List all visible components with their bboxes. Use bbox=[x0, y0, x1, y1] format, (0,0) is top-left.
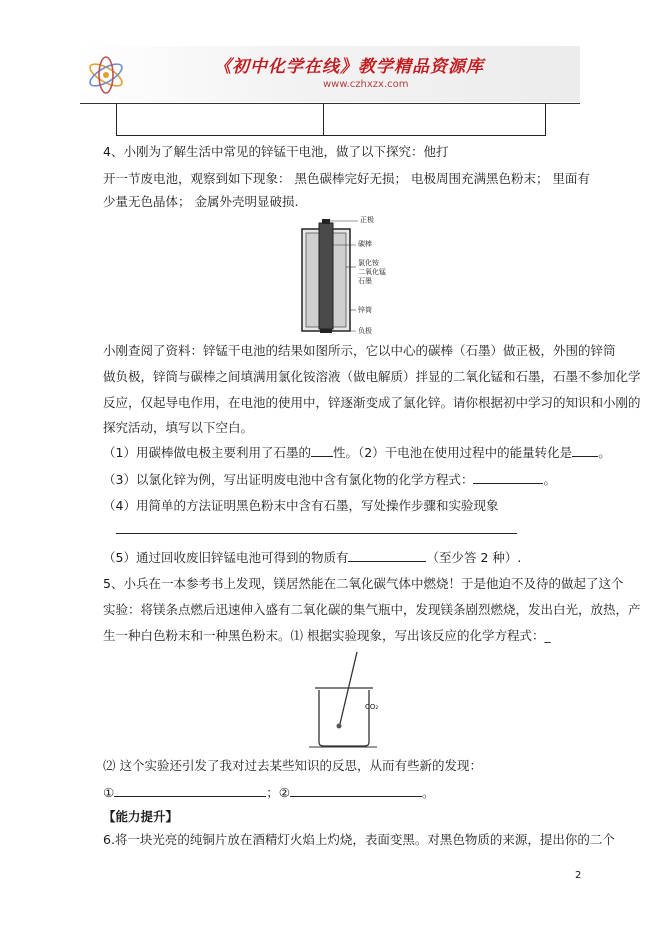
atom-logo-icon bbox=[84, 52, 128, 98]
q4-intro-1: 4、小刚为了解生活中常见的锌锰干电池，做了以下探究：他打 bbox=[103, 144, 449, 159]
section-heading: 【能力提升】 bbox=[103, 809, 179, 824]
battery-label-negative: 负极 bbox=[358, 327, 372, 335]
gas-jar-diagram bbox=[305, 650, 385, 750]
q5-line-4: ⑵ 这个实验还引发了我对过去某些知识的反思，从而有些新的发现： bbox=[103, 758, 482, 773]
table-divider bbox=[323, 103, 324, 136]
q5-ans-2-blank[interactable] bbox=[290, 783, 422, 797]
q4-intro-2: 开一节废电池，观察到如下现象： 黑色碳棒完好无损； 电极周围充满黑色粉末； 里面有 bbox=[103, 171, 590, 186]
q4-s3-blank[interactable] bbox=[473, 470, 543, 484]
battery-label-graphite: 石墨 bbox=[358, 277, 372, 285]
q5-ans-1-blank[interactable] bbox=[114, 783, 266, 797]
q4-s4-answer-line[interactable] bbox=[116, 533, 517, 534]
q4-para-4: 探究活动，填写以下空白。 bbox=[103, 420, 254, 435]
battery-label-carbon: 碳棒 bbox=[358, 240, 372, 248]
page-number: 2 bbox=[575, 870, 582, 881]
q5-ans-end: 。 bbox=[421, 785, 435, 800]
battery-label-nh4cl: 氯化铵 bbox=[358, 259, 379, 267]
q4-s5-text-a: （5）通过回收废旧锌锰电池可得到的物质有 bbox=[103, 550, 349, 565]
q4-s1-text-c: 。 bbox=[598, 445, 611, 460]
header-url: www.czhxzx.com bbox=[323, 79, 409, 90]
q5-answer-row bbox=[103, 783, 434, 802]
q5-line-1: 5、小兵在一本参考书上发现，镁居然能在二氧化碳气体中燃烧！于是他迫不及待的做起了这个 bbox=[103, 576, 624, 591]
q4-s3-text-b: 。 bbox=[543, 472, 556, 487]
q5-ans-sep: ；② bbox=[266, 785, 290, 800]
q5-line-3: 生一种白色粉末和一种黑色粉末。⑴ 根据实验现象，写出该反应的化学方程式：_ bbox=[103, 628, 551, 643]
q5-line-2: 实验：将镁条点燃后迅速伸入盛有二氧化碳的集气瓶中，发现镁条剧烈燃烧，发出白光，放热，产 bbox=[103, 602, 641, 617]
q4-s1-text-a: （1）用碳棒做电极主要利用了石墨的 bbox=[103, 445, 311, 460]
q4-para-1: 小刚查阅了资料：锌锰干电池的结果如图所示，它以中心的碳棒（石墨）做正极，外围的锌筒 bbox=[103, 343, 616, 358]
q4-s2-blank[interactable] bbox=[572, 443, 598, 457]
q4-subq-5 bbox=[103, 548, 521, 567]
q4-s3-text-a: （3）以氯化锌为例，写出证明废电池中含有氯化物的化学方程式： bbox=[103, 472, 474, 487]
gas-jar-label: CO₂ bbox=[365, 703, 379, 711]
q4-s1-text-b: 性。（2）干电池在使用过程中的能量转化是 bbox=[332, 445, 573, 460]
q4-s1-blank[interactable] bbox=[311, 443, 333, 457]
battery-label-zinc: 锌筒 bbox=[358, 306, 372, 314]
q4-subq-4: （4）用简单的方法证明黑色粉末中含有石墨，写处操作步骤和实验现象 bbox=[103, 498, 499, 513]
battery-label-mno2: 二氧化锰 bbox=[358, 268, 386, 276]
table-remnant bbox=[116, 103, 546, 136]
q4-subq-1-2 bbox=[103, 443, 611, 462]
q5-ans-1-marker: ① bbox=[103, 785, 115, 800]
q4-subq-3 bbox=[103, 470, 556, 489]
header-title: 《初中化学在线》教学精品资源库 bbox=[214, 57, 484, 77]
q4-intro-3: 少量无色晶体； 金属外壳明显破损. bbox=[103, 194, 299, 209]
q4-para-2: 做负极，锌筒与碳棒之间填满用氯化铵溶液（做电解质）拌显的二氧化锰和石墨，石墨不参加化学 bbox=[103, 369, 641, 384]
battery-label-positive: 正极 bbox=[360, 216, 374, 224]
q4-s5-text-b: （至少答 2 种）. bbox=[426, 550, 522, 565]
q4-para-3: 反应，仅起导电作用，在电池的使用中，锌逐渐变成了氯化锌。请你根据初中学习的知识和小刚的 bbox=[103, 395, 641, 410]
q4-s5-blank[interactable] bbox=[348, 548, 426, 562]
q6-line-1: 6.将一块光亮的纯铜片放在酒精灯火焰上灼烧，表面变黑。对黑色物质的来源，提出你的二个 bbox=[103, 832, 615, 847]
